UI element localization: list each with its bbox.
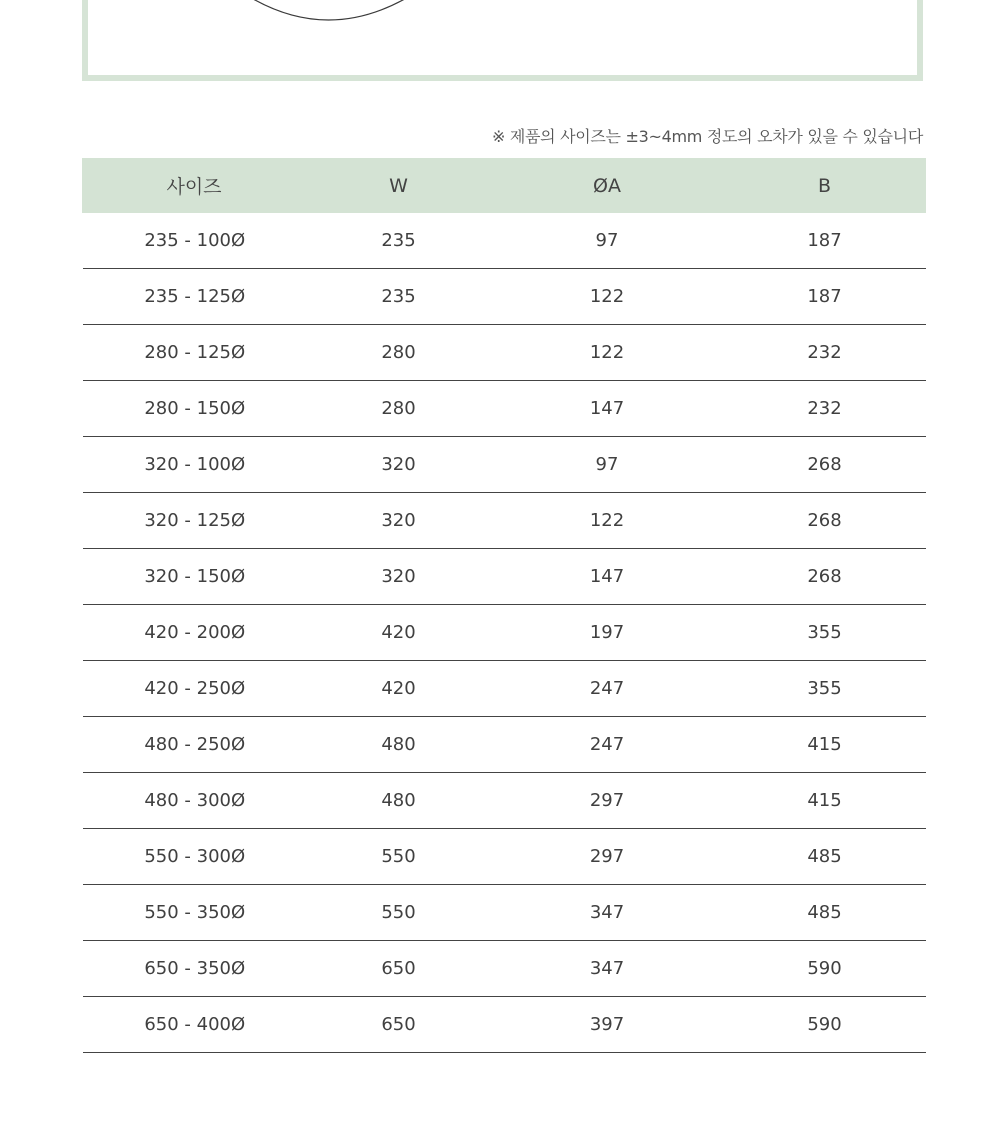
table-row bbox=[82, 829, 926, 885]
cell-size: 320 - 150Ø bbox=[82, 549, 307, 605]
cell-w: 550 bbox=[307, 885, 491, 941]
cell-w: 420 bbox=[307, 605, 491, 661]
product-outline-drawing bbox=[88, 0, 917, 75]
cell-b: 232 bbox=[724, 325, 926, 381]
header-diameter-a: ØA bbox=[491, 158, 724, 213]
cell-size: 280 - 125Ø bbox=[82, 325, 307, 381]
cell-b: 187 bbox=[724, 269, 926, 325]
cell-b: 268 bbox=[724, 493, 926, 549]
cell-diameter-a: 347 bbox=[491, 941, 724, 997]
size-tolerance-note: ※ 제품의 사이즈는 ±3~4mm 정도의 오차가 있을 수 있습니다 bbox=[491, 127, 923, 146]
cell-diameter-a: 97 bbox=[491, 437, 724, 493]
cell-diameter-a: 297 bbox=[491, 829, 724, 885]
cell-size: 280 - 150Ø bbox=[82, 381, 307, 437]
cell-w: 320 bbox=[307, 493, 491, 549]
cell-size: 650 - 350Ø bbox=[82, 941, 307, 997]
cell-b: 355 bbox=[724, 605, 926, 661]
table-row bbox=[82, 437, 926, 493]
cell-b: 590 bbox=[724, 941, 926, 997]
product-diagram-frame bbox=[82, 0, 923, 81]
header-b: B bbox=[724, 158, 926, 213]
table-row bbox=[82, 269, 926, 325]
cell-w: 650 bbox=[307, 941, 491, 997]
table-row bbox=[82, 605, 926, 661]
cell-w: 650 bbox=[307, 997, 491, 1053]
cell-size: 235 - 100Ø bbox=[82, 213, 307, 269]
cell-size: 480 - 300Ø bbox=[82, 773, 307, 829]
cell-b: 355 bbox=[724, 661, 926, 717]
cell-b: 187 bbox=[724, 213, 926, 269]
cell-w: 550 bbox=[307, 829, 491, 885]
cell-b: 415 bbox=[724, 717, 926, 773]
cell-b: 268 bbox=[724, 437, 926, 493]
cell-size: 320 - 100Ø bbox=[82, 437, 307, 493]
table-header-row bbox=[82, 158, 926, 213]
cell-size: 320 - 125Ø bbox=[82, 493, 307, 549]
cell-b: 485 bbox=[724, 829, 926, 885]
product-outline-curve bbox=[248, 0, 410, 20]
header-size: 사이즈 bbox=[82, 158, 307, 213]
cell-w: 235 bbox=[307, 269, 491, 325]
table-row bbox=[82, 941, 926, 997]
table-row bbox=[82, 213, 926, 269]
table-row bbox=[82, 493, 926, 549]
table-row bbox=[82, 773, 926, 829]
cell-w: 320 bbox=[307, 549, 491, 605]
cell-diameter-a: 122 bbox=[491, 325, 724, 381]
cell-b: 485 bbox=[724, 885, 926, 941]
cell-diameter-a: 247 bbox=[491, 661, 724, 717]
table-row bbox=[82, 661, 926, 717]
cell-size: 420 - 250Ø bbox=[82, 661, 307, 717]
cell-diameter-a: 122 bbox=[491, 493, 724, 549]
cell-size: 420 - 200Ø bbox=[82, 605, 307, 661]
table-row bbox=[82, 381, 926, 437]
table-row bbox=[82, 717, 926, 773]
table-body bbox=[82, 213, 926, 1053]
cell-diameter-a: 297 bbox=[491, 773, 724, 829]
cell-b: 232 bbox=[724, 381, 926, 437]
cell-diameter-a: 247 bbox=[491, 717, 724, 773]
cell-b: 268 bbox=[724, 549, 926, 605]
cell-size: 480 - 250Ø bbox=[82, 717, 307, 773]
cell-diameter-a: 97 bbox=[491, 213, 724, 269]
table-row bbox=[82, 549, 926, 605]
cell-diameter-a: 197 bbox=[491, 605, 724, 661]
cell-size: 235 - 125Ø bbox=[82, 269, 307, 325]
cell-diameter-a: 397 bbox=[491, 997, 724, 1053]
cell-w: 320 bbox=[307, 437, 491, 493]
cell-b: 415 bbox=[724, 773, 926, 829]
table-row bbox=[82, 885, 926, 941]
cell-diameter-a: 147 bbox=[491, 549, 724, 605]
cell-diameter-a: 147 bbox=[491, 381, 724, 437]
cell-w: 420 bbox=[307, 661, 491, 717]
size-table bbox=[80, 158, 926, 1053]
cell-diameter-a: 347 bbox=[491, 885, 724, 941]
cell-size: 550 - 350Ø bbox=[82, 885, 307, 941]
cell-b: 590 bbox=[724, 997, 926, 1053]
cell-w: 280 bbox=[307, 381, 491, 437]
cell-w: 235 bbox=[307, 213, 491, 269]
table-row bbox=[82, 997, 926, 1053]
cell-w: 480 bbox=[307, 773, 491, 829]
header-w: W bbox=[307, 158, 491, 213]
table-row bbox=[82, 325, 926, 381]
cell-size: 550 - 300Ø bbox=[82, 829, 307, 885]
cell-diameter-a: 122 bbox=[491, 269, 724, 325]
cell-w: 480 bbox=[307, 717, 491, 773]
cell-w: 280 bbox=[307, 325, 491, 381]
cell-size: 650 - 400Ø bbox=[82, 997, 307, 1053]
